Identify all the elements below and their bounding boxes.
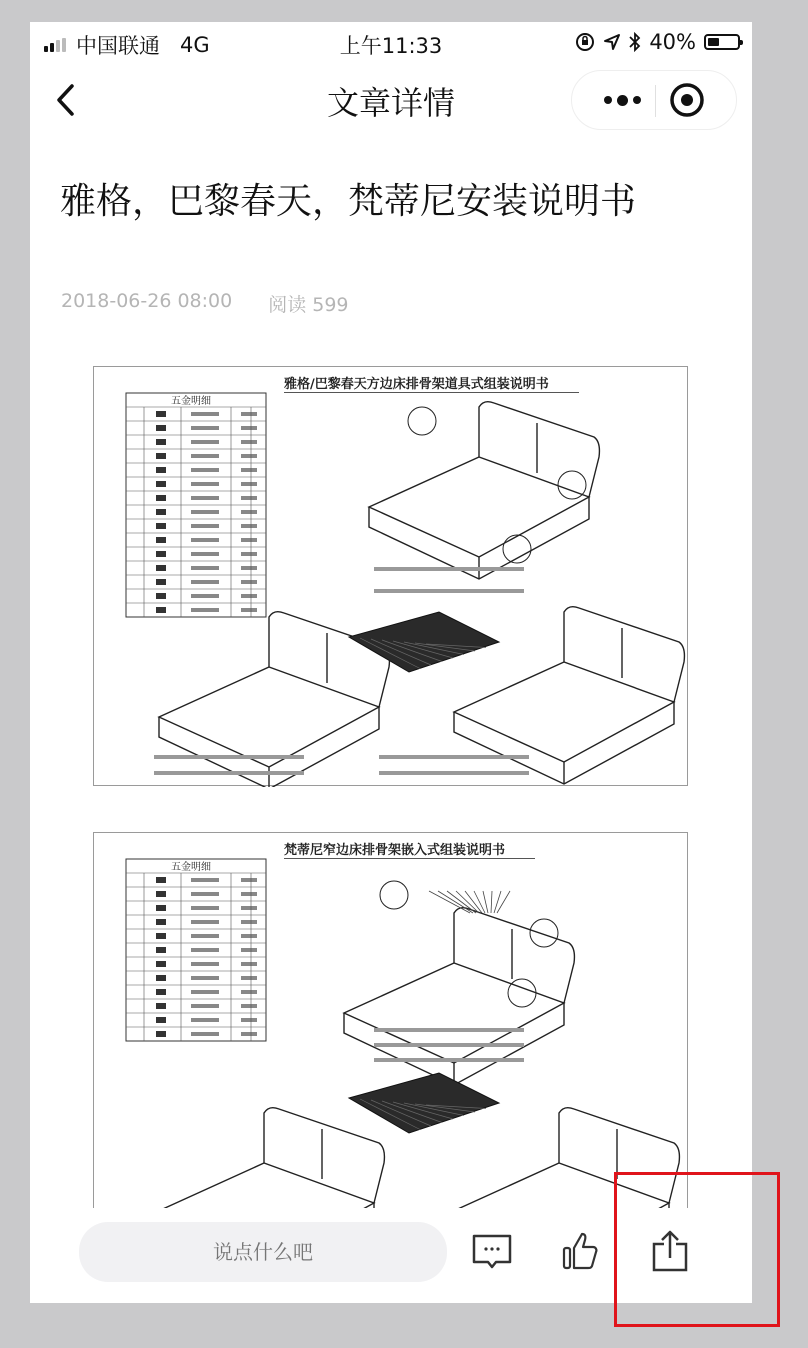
part-name xyxy=(191,934,219,938)
capsule-divider xyxy=(655,85,656,117)
part-qty xyxy=(241,1018,257,1022)
close-mini-program-button[interactable] xyxy=(668,81,706,119)
part-glyph xyxy=(156,1017,166,1023)
instruction-image-1[interactable] xyxy=(93,366,688,786)
part-glyph xyxy=(156,989,166,995)
comment-button[interactable] xyxy=(468,1228,516,1276)
detail-callout xyxy=(408,407,436,435)
part-glyph xyxy=(156,425,166,431)
part-glyph xyxy=(156,1003,166,1009)
part-name xyxy=(191,962,219,966)
part-glyph xyxy=(156,565,166,571)
bed-outline xyxy=(559,1108,679,1203)
part-name xyxy=(191,510,219,514)
part-qty xyxy=(241,990,257,994)
part-glyph xyxy=(156,593,166,599)
part-glyph xyxy=(156,947,166,953)
part-name xyxy=(191,468,219,472)
part-glyph xyxy=(156,453,166,459)
instruction-text xyxy=(374,589,524,593)
part-name xyxy=(191,566,219,570)
instruction-text xyxy=(379,771,529,775)
part-glyph xyxy=(156,607,166,613)
part-glyph xyxy=(156,551,166,557)
part-name xyxy=(191,454,219,458)
part-name xyxy=(191,1032,219,1036)
part-qty xyxy=(241,468,257,472)
part-qty xyxy=(241,1004,257,1008)
parts-table-header: 五金明细 xyxy=(171,862,211,873)
slat-panel xyxy=(349,612,499,672)
status-bar xyxy=(30,22,752,64)
parts-table-header: 五金明细 xyxy=(171,396,211,407)
detail-callout xyxy=(508,979,536,1007)
part-name xyxy=(191,524,219,528)
part-glyph xyxy=(156,467,166,473)
page-title: 文章详情 xyxy=(326,84,455,122)
part-qty xyxy=(241,962,257,966)
instruction-text xyxy=(374,567,524,571)
slat-frame xyxy=(349,1073,499,1133)
part-qty xyxy=(241,920,257,924)
share-button[interactable] xyxy=(646,1228,694,1276)
part-qty xyxy=(241,524,257,528)
part-name xyxy=(191,1004,219,1008)
part-qty xyxy=(241,1032,257,1036)
part-glyph xyxy=(156,411,166,417)
more-menu-button[interactable] xyxy=(592,71,652,129)
part-glyph xyxy=(156,961,166,967)
part-qty xyxy=(241,934,257,938)
comment-input[interactable] xyxy=(79,1222,447,1282)
instruction-text xyxy=(154,771,304,775)
mini-program-capsule xyxy=(571,70,737,130)
slat-frame xyxy=(349,612,499,672)
read-count: 阅读 599 xyxy=(268,294,349,316)
part-name xyxy=(191,552,219,556)
part-name xyxy=(191,426,219,430)
part-name xyxy=(191,594,219,598)
part-glyph xyxy=(156,481,166,487)
headboard-line xyxy=(497,891,510,913)
orientation-lock-icon xyxy=(575,32,595,52)
part-name xyxy=(191,990,219,994)
part-glyph xyxy=(156,933,166,939)
location-icon xyxy=(603,33,621,51)
part-name xyxy=(191,482,219,486)
headboard-line xyxy=(491,891,492,913)
headboard-line xyxy=(429,891,470,913)
part-qty xyxy=(241,412,257,416)
part-name xyxy=(191,878,219,882)
headboard-line xyxy=(494,891,501,913)
part-glyph xyxy=(156,579,166,585)
part-glyph xyxy=(156,975,166,981)
instruction-text xyxy=(154,755,304,759)
part-glyph xyxy=(156,439,166,445)
part-qty xyxy=(241,426,257,430)
battery-icon xyxy=(704,34,740,50)
part-qty xyxy=(241,482,257,486)
part-name xyxy=(191,608,219,612)
bed-outline xyxy=(269,612,389,707)
part-qty xyxy=(241,906,257,910)
part-qty xyxy=(241,454,257,458)
part-name xyxy=(191,1018,219,1022)
part-qty xyxy=(241,580,257,584)
bed-outline xyxy=(564,607,684,702)
nav-bar xyxy=(30,64,752,140)
part-glyph xyxy=(156,495,166,501)
bed-outline xyxy=(479,402,599,497)
part-glyph xyxy=(156,537,166,543)
detail-callout xyxy=(558,471,586,499)
part-qty xyxy=(241,566,257,570)
part-qty xyxy=(241,976,257,980)
bed-drawing xyxy=(369,402,599,579)
network-type: 4G xyxy=(180,33,210,57)
instruction-text xyxy=(374,1058,524,1062)
part-name xyxy=(191,538,219,542)
like-button[interactable] xyxy=(558,1228,606,1276)
part-qty xyxy=(241,608,257,612)
part-glyph xyxy=(156,523,166,529)
part-glyph xyxy=(156,1031,166,1037)
phone-screen xyxy=(30,22,752,1303)
battery-percent: 40% xyxy=(649,30,696,54)
bottom-action-bar xyxy=(30,1208,752,1303)
part-qty xyxy=(241,510,257,514)
carrier-name: 中国联通 xyxy=(76,34,160,58)
part-glyph xyxy=(156,877,166,883)
bed-outline xyxy=(264,1108,384,1203)
instruction-text xyxy=(374,1028,524,1032)
part-name xyxy=(191,920,219,924)
part-qty xyxy=(241,496,257,500)
part-glyph xyxy=(156,905,166,911)
detail-callout xyxy=(530,919,558,947)
part-qty xyxy=(241,948,257,952)
bluetooth-icon xyxy=(629,32,641,52)
bed-outline xyxy=(454,908,574,1003)
part-qty xyxy=(241,440,257,444)
article-meta xyxy=(61,290,349,317)
part-name xyxy=(191,412,219,416)
instruction-text xyxy=(379,755,529,759)
part-glyph xyxy=(156,919,166,925)
part-name xyxy=(191,892,219,896)
part-qty xyxy=(241,538,257,542)
part-name xyxy=(191,496,219,500)
image-caption: 梵蒂尼窄边床排骨架嵌入式组装说明书 xyxy=(284,839,535,859)
part-name xyxy=(191,948,219,952)
part-qty xyxy=(241,552,257,556)
part-name xyxy=(191,976,219,980)
part-qty xyxy=(241,878,257,882)
detail-callout xyxy=(380,881,408,909)
status-time: 上午11:33 xyxy=(339,34,443,58)
part-qty xyxy=(241,594,257,598)
assembly-diagram xyxy=(94,367,689,787)
part-glyph xyxy=(156,891,166,897)
part-name xyxy=(191,906,219,910)
part-name xyxy=(191,580,219,584)
instruction-text xyxy=(374,1043,524,1047)
slat-panel xyxy=(349,1073,499,1133)
headboard-line xyxy=(447,891,476,913)
article-date: 2018-06-26 08:00 xyxy=(61,290,233,312)
part-glyph xyxy=(156,509,166,515)
assembly-diagram xyxy=(94,833,689,1233)
image-caption: 雅格/巴黎春天方边床排骨架道具式组装说明书 xyxy=(284,373,579,393)
part-name xyxy=(191,440,219,444)
instruction-image-2[interactable] xyxy=(93,832,688,1232)
article-title: 雅格，巴黎春天，梵蒂尼安装说明书 xyxy=(60,181,637,222)
part-qty xyxy=(241,892,257,896)
